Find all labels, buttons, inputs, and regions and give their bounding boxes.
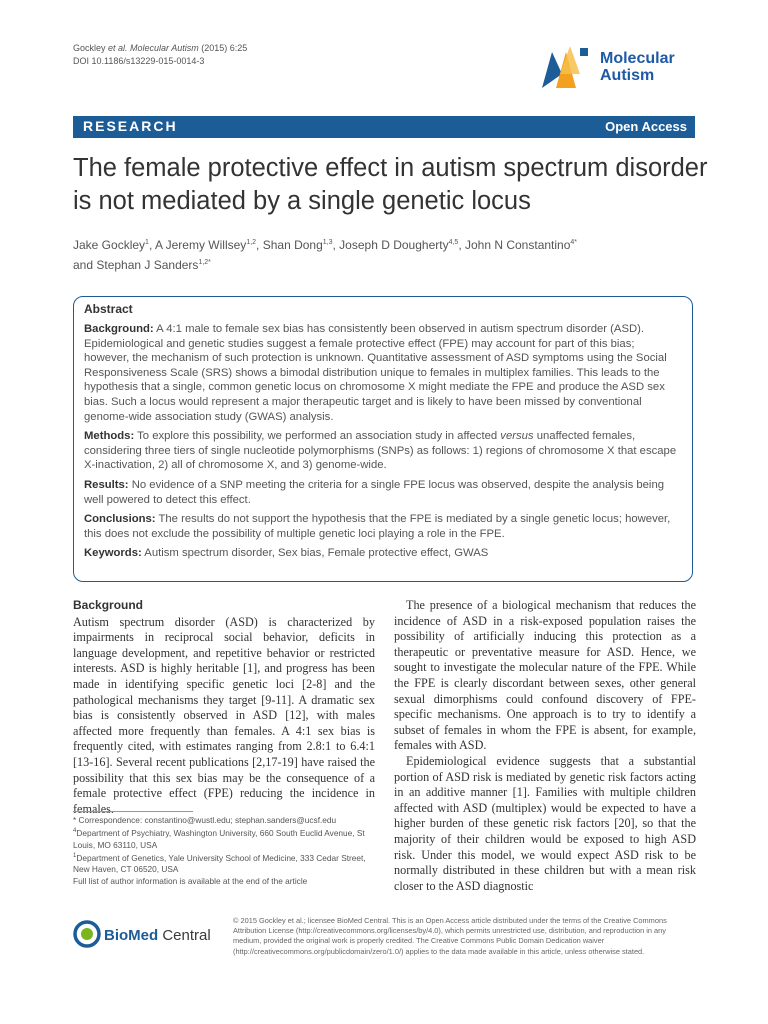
author[interactable]: A Jeremy Willsey$^{1,2}$ (154, 238, 257, 252)
author-list: Jake Gockley$^1$, A Jeremy Willsey$^{1,2}$, Shan Dong$^{1,3}$, Joseph D Dougherty$^{4,5}$, John N Constantino$^{4*}$ and Stephan J Sanders$^{1,2*}$ (73, 238, 578, 272)
abstract-box (73, 296, 693, 582)
license-text: © 2015 Gockley et al.; licensee BioMed Central. This is an Open Access article distributed under the terms of the Creative Commons Attribution License (http://creativecommons.org/licenses/by/4.0), which permits unrestricted use, distribution, and reproduction in any medium, provided the original work is properly credited. The Creative Commons Public Domain Dedication waiver (http://creativecommons.org/publicdomain/zero/1.0/) applies to the data made available in this article, unless otherwise stated. (233, 916, 667, 956)
author[interactable]: Shan Dong$^{1,3}$ (262, 238, 333, 252)
bmc-logo-text: BioMed Central (104, 927, 211, 944)
affiliation: $^1$Department of Genetics, Yale University School of Medicine, 333 Cedar Street, New Haven, CT 06520, USA (73, 852, 366, 875)
bmc-logo-icon (73, 919, 223, 949)
article-type: RESEARCH (83, 118, 178, 134)
abstract-background: Background: A 4:1 male to female sex bias has consistently been observed in autism spectrum disorder (ASD). Epidemiological and genetic studies suggest a female protective effect (FPE) may account for part of this bias; however, the mechanism of such protection is unknown. Quantitative assessment of ASD symptoms using the Social Responsiveness Scale (SRS) shows a bimodal distribution unique to females in multiplex families. This leads to the hypothesis that a single, common genetic locus on chromosome X might mediate the FPE and produce the ASD sex bias. Such a locus would represent a major therapeutic target and is likely to have been missed by conventional genome-wide association study (GWAS) analysis. (84, 323, 667, 423)
abstract-conclusions: Conclusions: The results do not support the hypothesis that the FPE is mediated by a single genetic locus; however, this does not exclude the possibility of multiple genetic loci playing a role in the FPE. (84, 513, 671, 540)
abstract-results: Results: No evidence of a SNP meeting the criteria for a single FPE locus was observed, despite the analysis being well powered to detect this effect. (84, 478, 665, 506)
article-title: The female protective effect in autism spectrum disorder is not mediated by a single genetic locus (73, 154, 708, 215)
body-column-right (394, 598, 696, 894)
open-access-label: Open Access (605, 119, 687, 134)
citation-header (73, 42, 247, 68)
footnote-rule (73, 811, 193, 812)
abstract-keywords: Keywords: Autism spectrum disorder, Sex bias, Female protective effect, GWAS (84, 547, 489, 560)
author[interactable]: and Stephan J Sanders$^{1,2*}$ (73, 258, 211, 272)
citation-authors: Gockley (73, 43, 109, 53)
footnotes (73, 815, 373, 887)
body-paragraph: Autism spectrum disorder (ASD) is characterized by impairments in reciprocal social behavior, deficits in language development, and repetitive behavior or restricted interests. ASD is highly heritable [1], and progress has been made in identifying specific genetic loci [2-8] and the pathological mechanisms they target [9-11]. A dramatic sex bias is consistently observed in ASD [12], with males affected more frequently than females. A 4:1 sex bias is frequently cited, with estimates ranging from 2.8:1 to 6.4:1 [13-16]. Several recent publications [2,17-19] have raised the possibility that this sex bias may be the consequence of a female protective effect (FPE) reducing the incidence in females. (73, 614, 375, 816)
body-column-left (73, 598, 375, 817)
logo-line1: Molecular (600, 50, 675, 67)
biomed-central-logo (73, 919, 223, 949)
section-heading: Background (73, 598, 144, 612)
author[interactable]: John N Constantino$^{4*}$ (464, 238, 578, 252)
author-info-note: Full list of author information is available at the end of the article (73, 875, 308, 886)
correspondence[interactable]: * Correspondence: constantino@wustl.edu; stephan.sanders@ucsf.edu (73, 815, 337, 825)
abstract-heading: Abstract (84, 302, 133, 316)
author[interactable]: Jake Gockley$^1$ (73, 238, 149, 252)
body-paragraph: The presence of a biological mechanism that reduces the incidence of ASD in a risk-exposed population raises the possibility of artificially inducing this protection as a therapeutic or preventative measure for ASD. Hence, we sought to investigate the molecular nature of the FPE. While the FPE is clearly discordant between sexes, other general sexual dimorphisms could confound discovery of FPE-specific mechanisms. One approach is to try to identify a subset of females in whom the FPE is absent, for example, females with ASD. (394, 598, 696, 753)
journal-logo-text (600, 50, 675, 84)
logo-line2: Autism (600, 67, 655, 84)
article-type-banner (73, 116, 695, 138)
abstract-methods: Methods: To explore this possibility, we performed an association study in affected versus unaffected females, considering three tiers of single nucleotide polymorphisms (SNPs) as follows: 1) regions of chromosome X that escape X-inactivation, 2) all of chromosome X, and 3) genome-wide. (84, 430, 677, 472)
ma-logo-icon (540, 44, 600, 90)
affiliation: $^4$Department of Psychiatry, Washington University, 660 South Euclid Avenue, St Louis, MO 63110, USA (73, 828, 365, 850)
citation-journal: et al. Molecular Autism (108, 43, 199, 53)
doi[interactable]: DOI 10.1186/s13229-015-0014-3 (73, 56, 205, 66)
body-paragraph: Epidemiological evidence suggests that a substantial portion of ASD risk is mediated by genetic risk factors acting in an additive manner [1]. Families with multiple children affected with ASD (multiplex) would be expected to have a higher burden of these genetic risk factors [20], so that the majority of their children would be exposed to high ASD risk. Under this model, we would expect ASD risk to be normally distributed in these children but with a mean risk closer to the ASD diagnostic (394, 753, 696, 893)
author[interactable]: Joseph D Dougherty$^{4,5}$ (339, 238, 459, 252)
citation-volume: (2015) 6:25 (198, 43, 248, 53)
